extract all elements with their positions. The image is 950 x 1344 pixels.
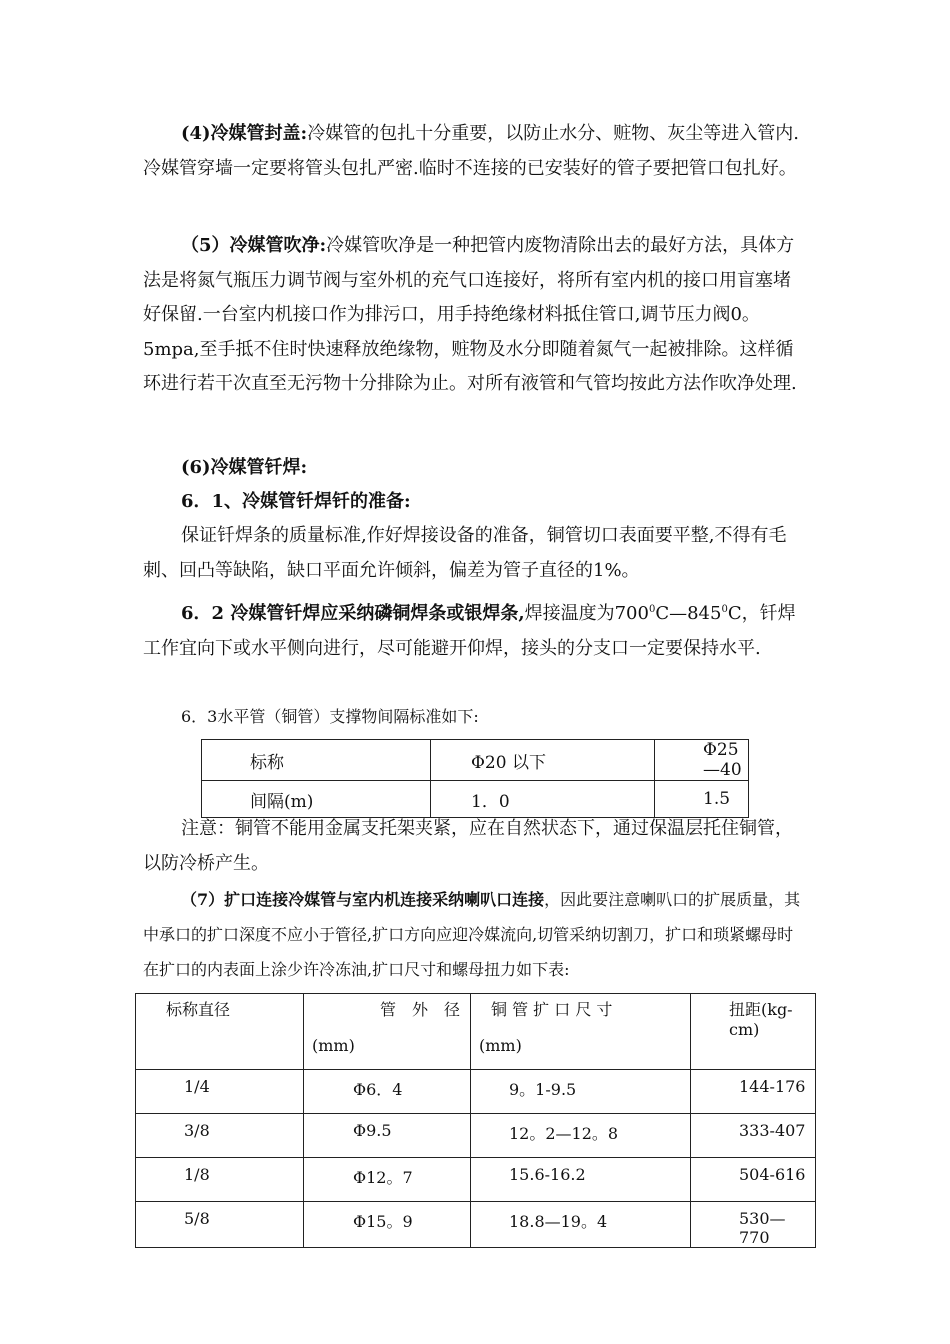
table-cell: 18.8—19。4 xyxy=(471,1202,691,1248)
paragraph-6-3: 6．3水平管（铜管）支撑物间隔标准如下: xyxy=(181,707,479,726)
heading-6: (6)冷媒管钎焊: xyxy=(181,457,308,478)
heading-7: （7）扩口连接冷媒管与室内机连接采纳喇叭口连接 xyxy=(181,890,545,909)
table-cell: 1/8 xyxy=(136,1158,304,1202)
paragraph-5 xyxy=(143,229,808,402)
table-cell: Φ9.5 xyxy=(304,1114,471,1158)
table-cell: Φ12。7 xyxy=(304,1158,471,1202)
flare-torque-table xyxy=(135,993,816,1248)
table-cell: 5/8 xyxy=(136,1202,304,1248)
table-cell: Φ6．4 xyxy=(304,1070,471,1114)
paragraph-6-1 xyxy=(143,485,808,520)
table-row xyxy=(136,994,816,1070)
table-cell: 1．0 xyxy=(431,781,655,818)
paragraph-6-1-body: 保证钎焊条的质量标准,作好焊接设备的准备，铜管切口表面要平整,不得有毛刺、回凸等缺陷，缺口平面允许倾斜，偏差为管子直径的1%。 xyxy=(143,525,787,581)
table-row xyxy=(136,1070,816,1114)
table-cell: 333-407 xyxy=(691,1114,816,1158)
table-cell: 144-176 xyxy=(691,1070,816,1114)
paragraph-4 xyxy=(143,117,808,186)
table-cell: 标称直径 xyxy=(136,994,304,1070)
table-cell: 扭距(kg-cm) xyxy=(691,994,816,1070)
heading-6-2: 6．2 冷媒管钎焊应采纳磷铜焊条或银焊条, xyxy=(181,603,525,624)
table-cell: Φ20 以下 xyxy=(431,740,655,781)
table-cell: 3/8 xyxy=(136,1114,304,1158)
table-cell: 1/4 xyxy=(136,1070,304,1114)
table-cell: 9。1-9.5 xyxy=(471,1070,691,1114)
paragraph-7: （7）扩口连接冷媒管与室内机连接采纳喇叭口连接，因此要注意喇叭口的扩展质量，其中承口的扩口深度不应小于管径,扩口方向应迎冷媒流向,切管采纳切割刀，扩口和琐紧螺母时在扩口的内表面上涂少许冷冻油,扩口尺寸和螺母扭力如下表: xyxy=(143,890,801,979)
table-row xyxy=(136,1114,816,1158)
table-cell: 管 外 径 (mm) xyxy=(304,994,471,1070)
note-paragraph: 注意：铜管不能用金属支托架夹紧，应在自然状态下，通过保温层托住铜管，以防冷桥产生。 xyxy=(143,818,793,874)
table-row xyxy=(202,740,749,781)
table-row xyxy=(136,1202,816,1248)
heading-5: （5）冷媒管吹净: xyxy=(181,235,327,256)
table-cell: 12。2—12。8 xyxy=(471,1114,691,1158)
table-cell: 间隔(m) xyxy=(202,781,431,818)
paragraph-6 xyxy=(143,451,808,486)
table-cell: 504-616 xyxy=(691,1158,816,1202)
table-cell: 铜 管 扩 口 尺 寸 (mm) xyxy=(471,994,691,1070)
table-cell: Φ15。9 xyxy=(304,1202,471,1248)
paragraph-5-body: 冷媒管吹净是一种把管内废物清除出去的最好方法，具体方法是将氮气瓶压力调节阀与室外机的充气口连接好，将所有室内机的接口用盲塞堵好保留.一台室内机接口作为排污口，用手持绝缘材料抵住管口,调节压力阀0。5mpa,至手抵不住时快速释放绝缘物，赃物及水分即随着氮气一起被排除。这样循环进行若干次直至无污物十分排除为止。对所有液管和气管均按此方法作吹净处理. xyxy=(143,235,797,394)
table-cell: 530—770 xyxy=(691,1202,816,1248)
support-spacing-table xyxy=(201,739,749,818)
heading-4: (4)冷媒管封盖: xyxy=(181,123,308,144)
table-cell: 标称 xyxy=(202,740,431,781)
heading-6-1: 6．1、冷媒管钎焊钎的准备: xyxy=(181,491,411,512)
table-cell: Φ25—40 xyxy=(655,740,749,781)
table-row xyxy=(136,1158,816,1202)
table-cell: 1.5 xyxy=(655,781,749,818)
paragraph-6-2: 6．2 冷媒管钎焊应采纳磷铜焊条或银焊条,焊接温度为$700^0C—845^0C$，钎焊工作宜向下或水平侧向进行，尽可能避开仰焊，接头的分支口一定要保持水平. xyxy=(143,603,796,659)
table-cell: 15.6-16.2 xyxy=(471,1158,691,1202)
paragraph-4-body: 冷媒管的包扎十分重要，以防止水分、赃物、灰尘等进入管内.冷媒管穿墙一定要将管头包扎严密.临时不连接的已安装好的管子要把管口包扎好。 xyxy=(143,123,799,179)
